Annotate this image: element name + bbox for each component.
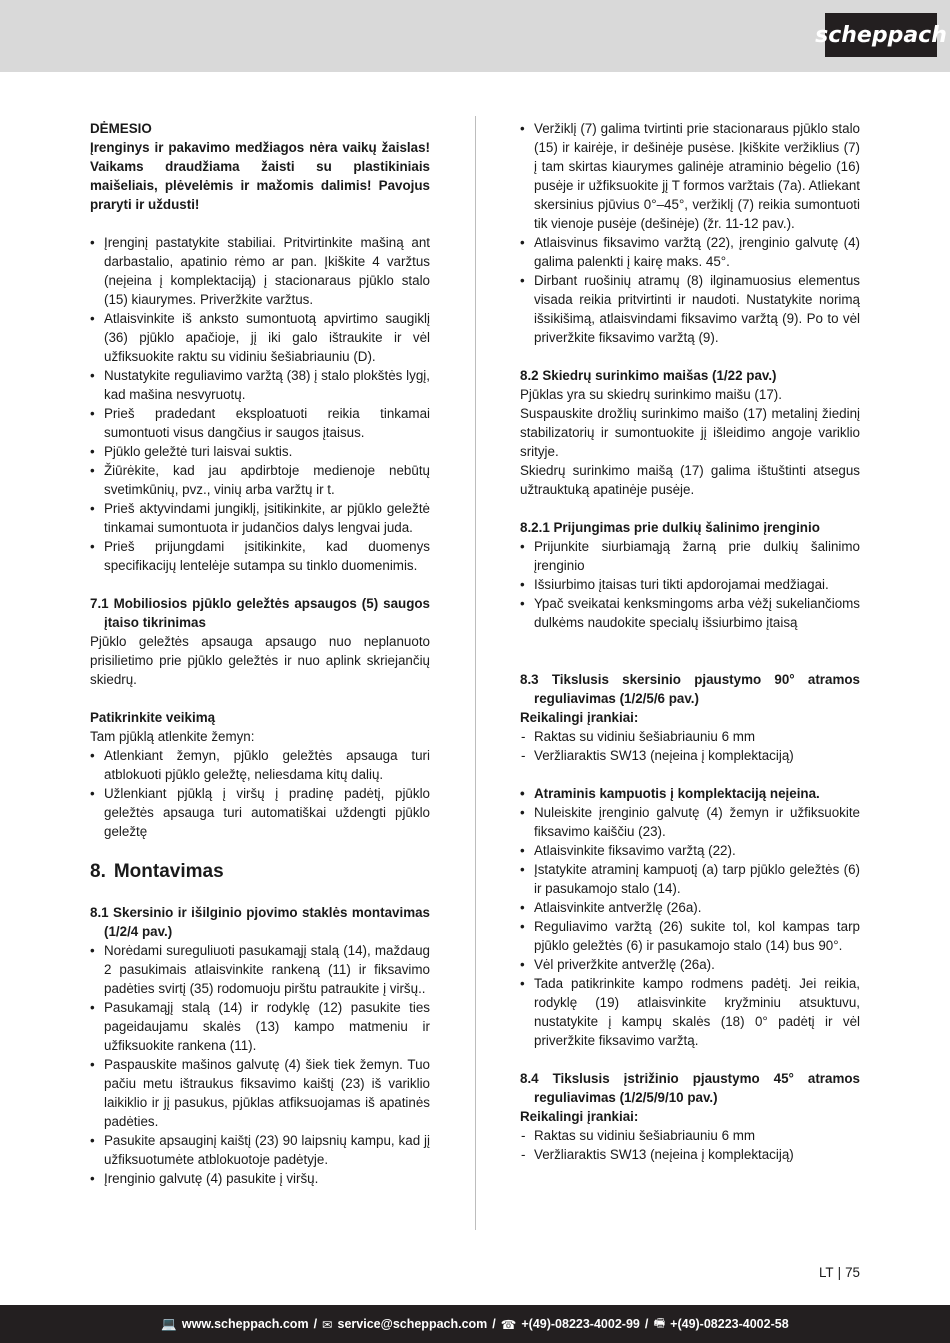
list-item: • Įrenginį pastatykite stabiliai. Pritvirtinkite mašiną ant darbastalio, apatinio rėmo ar pan. Įkiškite 4 varžtus (neįeina į komplektaciją) į stacionaraus pjūklo stalo (15) kiaurymes. Priveržkite varžtus. — [90, 233, 430, 309]
list-item: • Atlaisvinkite fiksavimo varžtą (22). — [520, 841, 860, 860]
fax-icon: 🖷 — [653, 1315, 666, 1330]
phone-icon: ☎ — [500, 1317, 517, 1332]
check-title: Patikrinkite veikimą — [90, 710, 216, 725]
list-item: • Ypač sveikatai kenksmingoms arba vėžį sukeliančioms dulkėms naudokite specialų išsiurbimo įtaisą — [520, 594, 860, 632]
computer-icon: 💻 — [161, 1316, 177, 1331]
list-item: • Atlaisvinus fiksavimo varžtą (22), įrenginio galvutę (4) galima palenkti į kairę maks. 45°. — [520, 233, 860, 271]
list-item: • Tada patikrinkite kampo rodmens padėtį. Jei reikia, rodyklę (19) atlaisvinkite kryžminiu atsuktuvu, nustatykite į kampų skalės (18) 0° padėtį ir vėl priveržkite fiksavimo varžtą. — [520, 974, 860, 1050]
list-item: • Prijunkite siurbiamąją žarną prie dulkių šalinimo įrenginio — [520, 537, 860, 575]
page-number — [819, 1265, 860, 1280]
right-top-list — [520, 119, 860, 347]
footer-phone: +(49)-08223-4002-99 — [521, 1317, 640, 1331]
section-8-2-paragraph: Skiedrų surinkimo maišą (17) galima ištuštinti atsegus užtrauktuką apatinėje pusėje. — [520, 463, 860, 497]
section-7-1-title: 7.1 Mobiliosios pjūklo geležtės apsaugos (5) saugos įtaiso tikrinimas — [90, 596, 430, 630]
section-8-1-list — [90, 941, 430, 1188]
page-number-separator: | — [837, 1265, 842, 1280]
list-item: • Veržiklį (7) galima tvirtinti prie stacionaraus pjūklo stalo (15) ir kairėje, ir dešinėje pusėse. Įkiškite veržiklius (7) į tam skirtas kiaurymes galinėje atraminio bėgelio (16) pusėje ir užfiksuokite jį T formos varžtais (7a). Atliekant skersinius pjūvius 0°–45°, veržiklį (7) reikia sumontuoti tik vienoje pusėje (dešinėje) (žr. 11-12 pav.). — [520, 119, 860, 233]
list-item: • Paspauskite mašinos galvutę (4) šiek tiek žemyn. Tuo pačiu metu ištraukus fiksavimo kaištį (23) iš variklio laikiklio ir jį pasukus, pjūklas atfiksuojamas iš apatinės padėties. — [90, 1055, 430, 1131]
section-8-3-tools — [520, 727, 860, 765]
list-item: • Dirbant ruošinių atramų (8) ilginamuosius elementus visada reikia pritvirtinti ir naudoti. Nustatykite norimą išsikišimą, atlaisvindami fiksavimo varžtą (9). Po to vėl priveržkite fiksavimo varžtą (9). — [520, 271, 860, 347]
section-8-2-paragraph: Suspauskite drožlių surinkimo maišo (17) metalinį žiedinį stabilizatorių ir sumontuokite jį išleidimo angoje variklio srityje. — [520, 406, 860, 459]
list-item: • Pjūklo geležtė turi laisvai suktis. — [90, 442, 430, 461]
list-item: • Žiūrėkite, kad jau apdirbtoje medienoje nebūtų svetimkūnių, pvz., vinių arba varžtų ir t. — [90, 461, 430, 499]
list-item: • Pasukamąjį stalą (14) ir rodyklę (12) pasukite ties pageidaujamu skalės (13) kampo matmeniu ir užfiksuokite rankena (11). — [90, 998, 430, 1055]
list-item: • Reguliavimo varžtą (26) sukite tol, kol kampas tarp pjūklo geležtės (6) ir pasukamojo stalo (14) bus 90°. — [520, 917, 860, 955]
check-intro: Tam pjūklą atlenkite žemyn: — [90, 729, 255, 744]
column-divider — [475, 116, 476, 1230]
right-column — [520, 119, 860, 1164]
footer-separator: / — [644, 1317, 649, 1331]
section-8-3-tools-label: Reikalingi įrankiai: — [520, 710, 639, 725]
list-item: • Užlenkiant pjūklą į viršų į pradinę padėtį, pjūklo geležtės apsauga turi automatiškai uždengti pjūklo geležtę — [90, 784, 430, 841]
list-item: • Įstatykite atraminį kampuotį (a) tarp pjūklo geležtės (6) ir pasukamojo stalo (14). — [520, 860, 860, 898]
section-8-4-title: 8.4 Tikslusis įstrižinio pjaustymo 45° atramos reguliavimas (1/2/5/9/10 pav.) — [520, 1071, 860, 1105]
section-8-2-1-title: 8.2.1 Prijungimas prie dulkių šalinimo įrenginio — [520, 520, 820, 535]
section-8-3-list — [520, 784, 860, 1050]
footer-separator: / — [313, 1317, 318, 1331]
list-item: • Nuleiskite įrenginio galvutę (4) žemyn ir užfiksuokite fiksavimo kaiščiu (23). — [520, 803, 860, 841]
page-number-value: 75 — [845, 1265, 860, 1280]
list-item: • Atlaisvinkite iš anksto sumontuotą apvirtimo saugiklį (36) pjūklo apačioje, jį iki galo ištraukite ir vėl užfiksuokite raktu su vidiniu šešiabriauniu (D). — [90, 309, 430, 366]
warning-text: Įrenginys ir pakavimo medžiagos nėra vaikų žaislas! Vaikams draudžiama žaisti su plastikiniais maišeliais, plėvelėmis ir mažomis dalimis! Pavojus praryti ir uždusti! — [90, 140, 430, 212]
section-8-4-tools-label: Reikalingi įrankiai: — [520, 1109, 639, 1124]
footer-web[interactable]: www.scheppach.com — [181, 1317, 309, 1331]
footer-separator: / — [492, 1317, 496, 1331]
setup-list — [90, 233, 430, 575]
check-list — [90, 746, 430, 841]
section-7-1-text: Pjūklo geležtės apsauga apsaugo nuo neplanuoto prisilietimo prie pjūklo geležtės ir nuo aplink skriejančių skiedrų. — [90, 634, 430, 687]
list-item: - Veržliaraktis SW13 (neįeina į komplektaciją) — [520, 1145, 860, 1164]
list-item: • Norėdami sureguliuoti pasukamąjį stalą (14), maždaug 2 pasukimais atlaisvinkite rankeną (11) ir fiksavimo padėties svirtį (35) rodomuoju pirštu patraukite į viršų.. — [90, 941, 430, 998]
page-footer — [0, 1305, 950, 1343]
list-item: • Įrenginio galvutę (4) pasukite į viršų. — [90, 1169, 430, 1188]
mail-icon: ✉ — [322, 1317, 333, 1332]
list-item: • Vėl priveržkite antveržlę (26a). — [520, 955, 860, 974]
left-column — [90, 119, 430, 1188]
list-item: - Raktas su vidiniu šešiabriauniu 6 mm — [520, 1126, 860, 1145]
list-item: • Prieš pradedant eksploatuoti reikia tinkamai sumontuoti visus dangčius ir saugos įtaisus. — [90, 404, 430, 442]
list-item: • Atlaisvinkite antveržlę (26a). — [520, 898, 860, 917]
page-header — [0, 0, 950, 72]
footer-fax: +(49)-08223-4002-58 — [670, 1317, 789, 1331]
list-item: • Išsiurbimo įtaisas turi tikti apdorojamai medžiagai. — [520, 575, 860, 594]
warning-title: DĖMESIO — [90, 121, 152, 136]
list-item: • Prieš prijungdami įsitikinkite, kad duomenys specifikacijų lentelėje sutampa su tinklo duomenimis. — [90, 537, 430, 575]
list-item: - Veržliaraktis SW13 (neįeina į komplektaciją) — [520, 746, 860, 765]
section-8-4-tools — [520, 1126, 860, 1164]
list-item: • Nustatykite reguliavimo varžtą (38) į stalo plokštės lygį, kad mašina nesvyruotų. — [90, 366, 430, 404]
list-item: • Pasukite apsauginį kaištį (23) 90 laipsnių kampu, kad jį užfiksuotumėte atblokuotoje padėtyje. — [90, 1131, 430, 1169]
section-8-3-note: • Atraminis kampuotis į komplektaciją neįeina. — [520, 784, 860, 803]
section-8-1-title: 8.1 Skersinio ir išilginio pjovimo staklės montavimas (1/2/4 pav.) — [90, 905, 430, 939]
scheppach-logo: scheppach — [825, 13, 937, 57]
section-8-number: 8. — [90, 861, 106, 882]
list-item: • Prieš aktyvindami jungiklį, įsitikinkite, ar pjūklo geležtė tinkamai sumontuota ir judančios dalys lengvai juda. — [90, 499, 430, 537]
section-8-heading — [90, 860, 430, 884]
section-8-2-title: 8.2 Skiedrų surinkimo maišas (1/22 pav.) — [520, 368, 777, 383]
section-8-2-paragraph: Pjūklas yra su skiedrų surinkimo maišu (17). — [520, 387, 782, 402]
section-8-3-title: 8.3 Tikslusis skersinio pjaustymo 90° atramos reguliavimas (1/2/5/6 pav.) — [520, 672, 860, 706]
language-code: LT — [818, 1265, 834, 1280]
list-item: - Raktas su vidiniu šešiabriauniu 6 mm — [520, 727, 860, 746]
section-8-2-1-list — [520, 537, 860, 632]
section-8-title: Montavimas — [113, 861, 224, 882]
footer-email[interactable]: service@scheppach.com — [337, 1317, 488, 1331]
list-item: • Atlenkiant žemyn, pjūklo geležtės apsauga turi atblokuoti pjūklo geležtę, neliesdama kitų dalių. — [90, 746, 430, 784]
